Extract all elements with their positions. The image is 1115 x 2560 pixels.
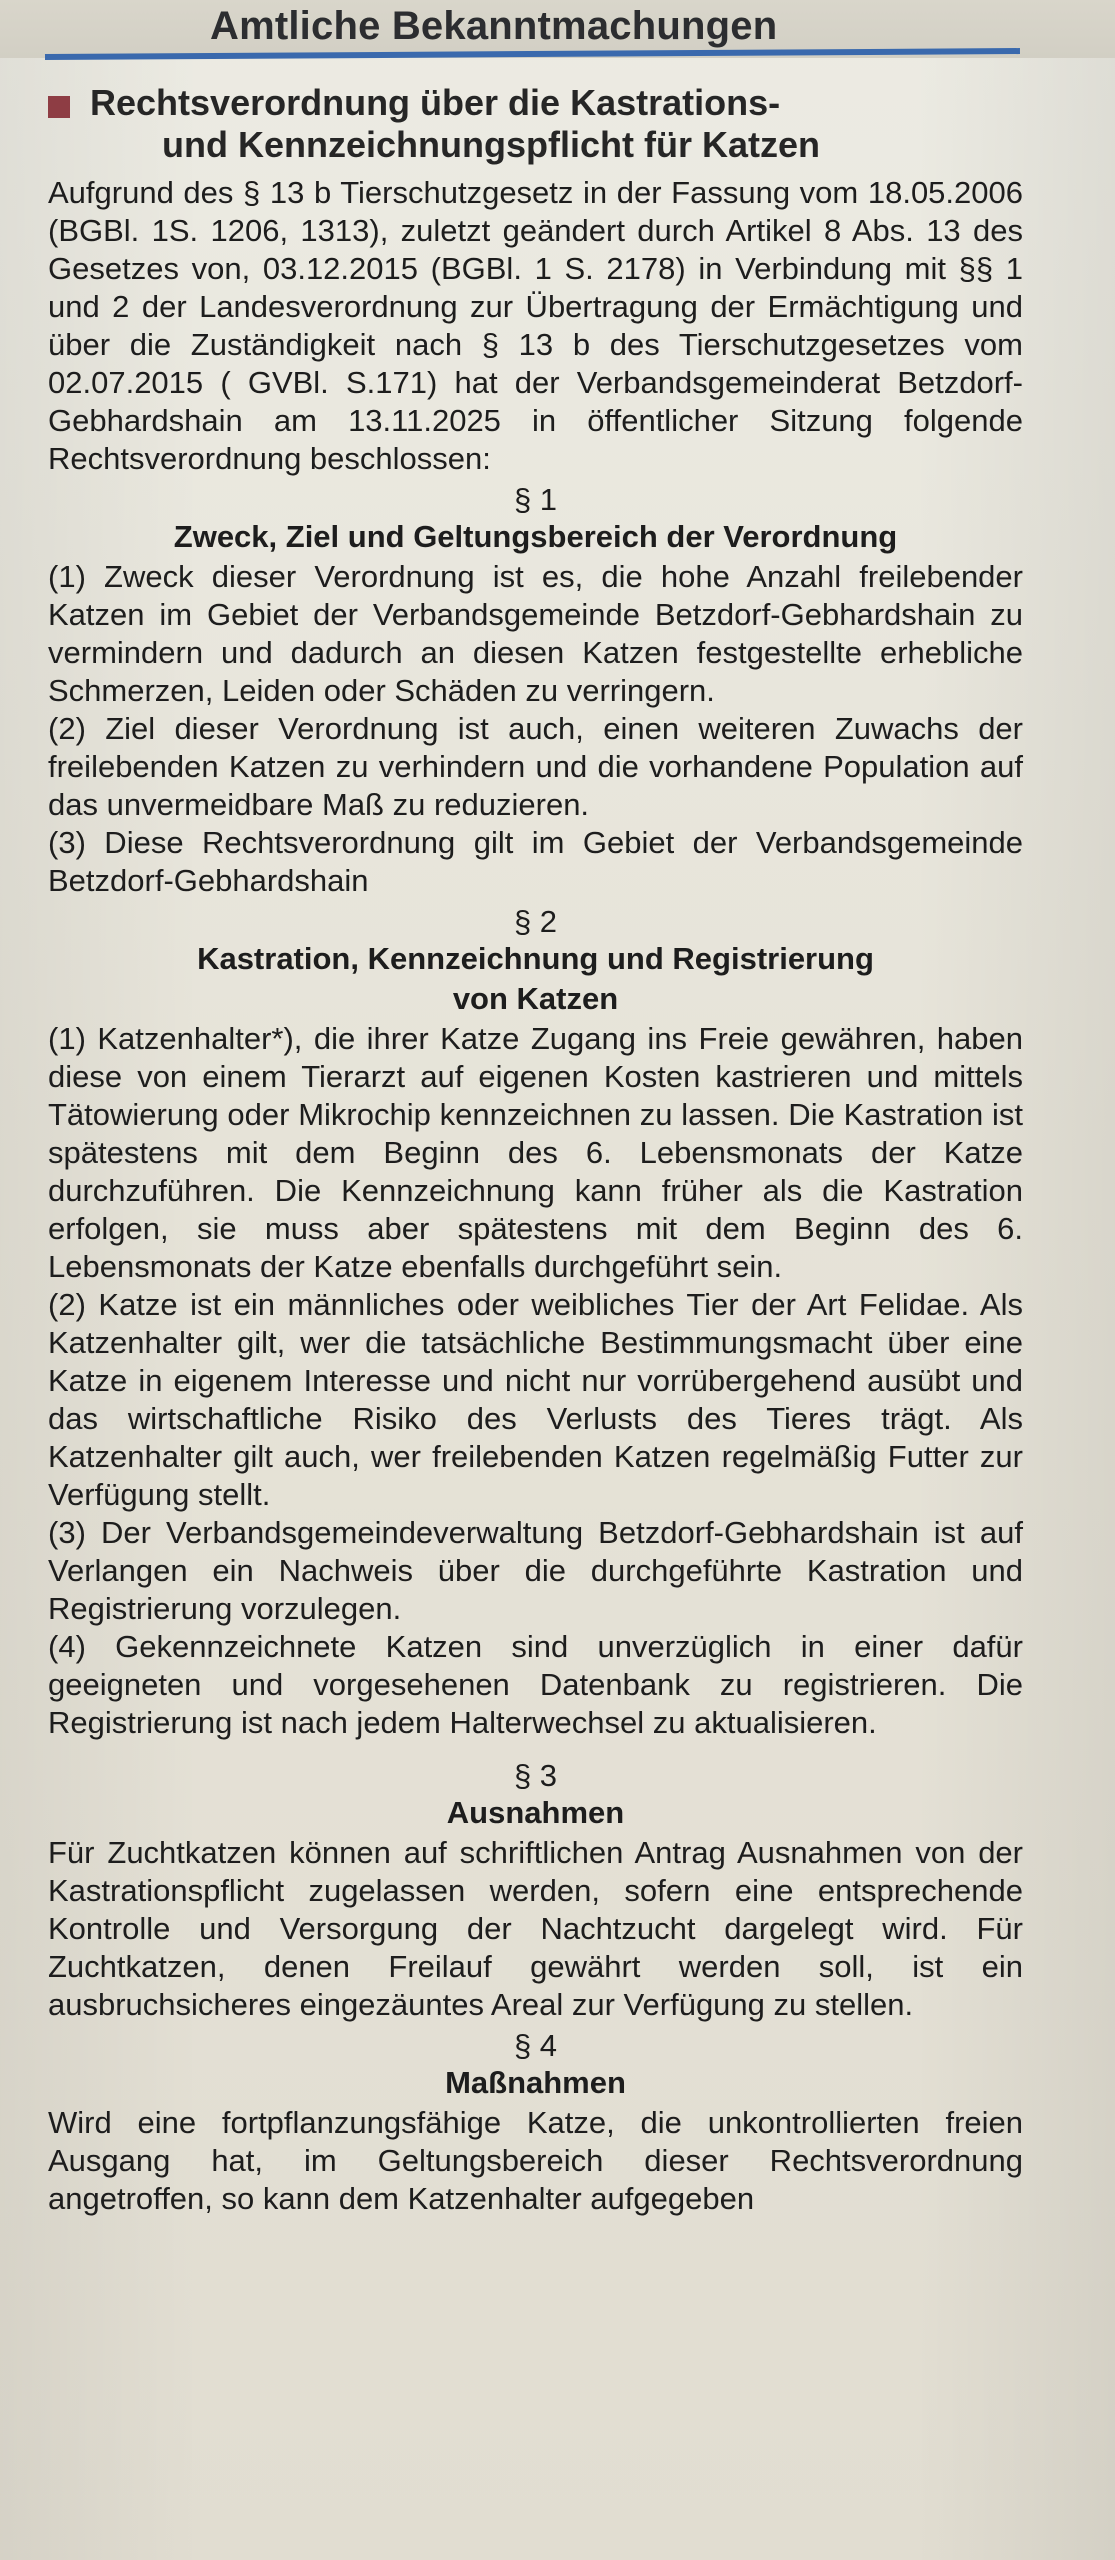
article-headline — [48, 82, 1023, 166]
section-1-paragraph-2: (2) Ziel dieser Verordnung ist auch, einen weiteren Zuwachs der freilebenden Katzen zu verhindern und die vorhandene Population auf das unvermeidbare Maß zu reduzieren. — [48, 711, 1023, 822]
intro-paragraph: Aufgrund des § 13 b Tierschutzgesetz in der Fassung vom 18.05.2006 (BGBl. 1S. 1206, 1313), zuletzt geändert durch Artikel 8 Abs. 13 des Gesetzes von, 03.12.2015 (BGBl. 1 S. 2178) in Verbindung mit §§ 1 und 2 der Landesverordnung zur Übertragung der Ermächtigung und über die Zuständigkeit nach § 13 b des Tierschutzgesetzes vom 02.07.2015 ( GVBl. S.171) hat der Verbandsgemeinderat Betzdorf-Gebhardshain am 13.11.2025 in öffentlicher Sitzung folgende Rechtsverordnung beschlossen: — [48, 175, 1023, 476]
section-2-title-line-2: von Katzen — [452, 981, 619, 1016]
article — [48, 82, 1023, 2218]
section-3-number: § 3 — [513, 1758, 558, 1793]
section-gap — [48, 1742, 1023, 1754]
section-2-paragraph-4: (4) Gekennzeichnete Katzen sind unverzüglich in einer dafür geeigneten und vorgesehenen Datenbank zu registrieren. Die Registrierung ist nach jedem Halterwechsel zu aktualisieren. — [48, 1629, 1023, 1740]
section-4-title: Maßnahmen — [445, 2065, 626, 2100]
section-2-paragraph-2: (2) Katze ist ein männliches oder weibliches Tier der Art Felidae. Als Katzenhalter gilt, wer die tatsächliche Bestimmungsmacht über eine Katze in eigenem Interesse und nicht nur vorrübergehend ausübt und das wirtschaftliche Risiko des Verlusts des Tieres trägt. Als Katzenhalter gilt auch, wer freilebenden Katzen regelmäßig Futter zur Verfügung stellt. — [48, 1287, 1023, 1512]
section-4-paragraph-1: Wird eine fortpflanzungsfähige Katze, die unkontrollierten freien Ausgang hat, im Geltungsbereich dieser Rechtsverordnung angetroffen, so kann dem Katzenhalter aufgegeben — [48, 2105, 1023, 2216]
headline-line-1: Rechtsverordnung über die Kastrations- — [90, 82, 781, 123]
section-2-title-line-1: Kastration, Kennzeichnung und Registrierung — [197, 941, 874, 976]
section-1-paragraph-3: (3) Diese Rechtsverordnung gilt im Gebiet der Verbandsgemeinde Betzdorf-Gebhardshain — [48, 825, 1023, 898]
section-title-header: Amtliche Bekanntmachungen — [210, 4, 778, 48]
section-2-paragraph-3: (3) Der Verbandsgemeindeverwaltung Betzdorf-Gebhardshain ist auf Verlangen ein Nachweis über die durchgeführte Kastration und Registrierung vorzulegen. — [48, 1515, 1023, 1626]
section-3-paragraph-1: Für Zuchtkatzen können auf schriftlichen Antrag Ausnahmen von der Kastrationspflicht zugelassen werden, sofern eine entsprechende Kontrolle und Versorgung der Nachtzucht dargelegt wird. Für Zuchtkatzen, denen Freilauf gewährt werden soll, ist ein ausbruchsicheres eingezäuntes Areal zur Verfügung zu stellen. — [48, 1835, 1023, 2022]
headline-line-2: und Kennzeichnungspflicht für Katzen — [162, 124, 820, 165]
section-2-paragraph-1: (1) Katzenhalter*), die ihrer Katze Zugang ins Freie gewähren, haben diese von einem Tierarzt auf eigenen Kosten kastrieren und mittels Tätowierung oder Mikrochip kennzeichnen zu lassen. Die Kastration ist spätestens mit dem Beginn des 6. Lebensmonats der Katze durchzuführen. Die Kennzeichnung kann früher als die Kastration erfolgen, sie muss aber spätestens mit dem Beginn des 6. Lebensmonats der Katze ebenfalls durchgeführt sein. — [48, 1021, 1023, 1284]
section-1-paragraph-1: (1) Zweck dieser Verordnung ist es, die hohe Anzahl freilebender Katzen im Gebiet der Verbandsgemeinde Betzdorf-Gebhardshain zu vermindern und dadurch an diesen Katzen festgestellte erhebliche Schmerzen, Leiden oder Schäden zu verringern. — [48, 559, 1023, 708]
section-3-title: Ausnahmen — [446, 1795, 625, 1830]
section-4-number: § 4 — [513, 2028, 558, 2063]
section-header — [0, 0, 1115, 64]
section-2-number: § 2 — [513, 904, 558, 939]
section-1-number: § 1 — [513, 482, 558, 517]
section-1-title: Zweck, Ziel und Geltungsbereich der Verordnung — [173, 519, 898, 554]
headline-bullet-square — [48, 96, 70, 118]
